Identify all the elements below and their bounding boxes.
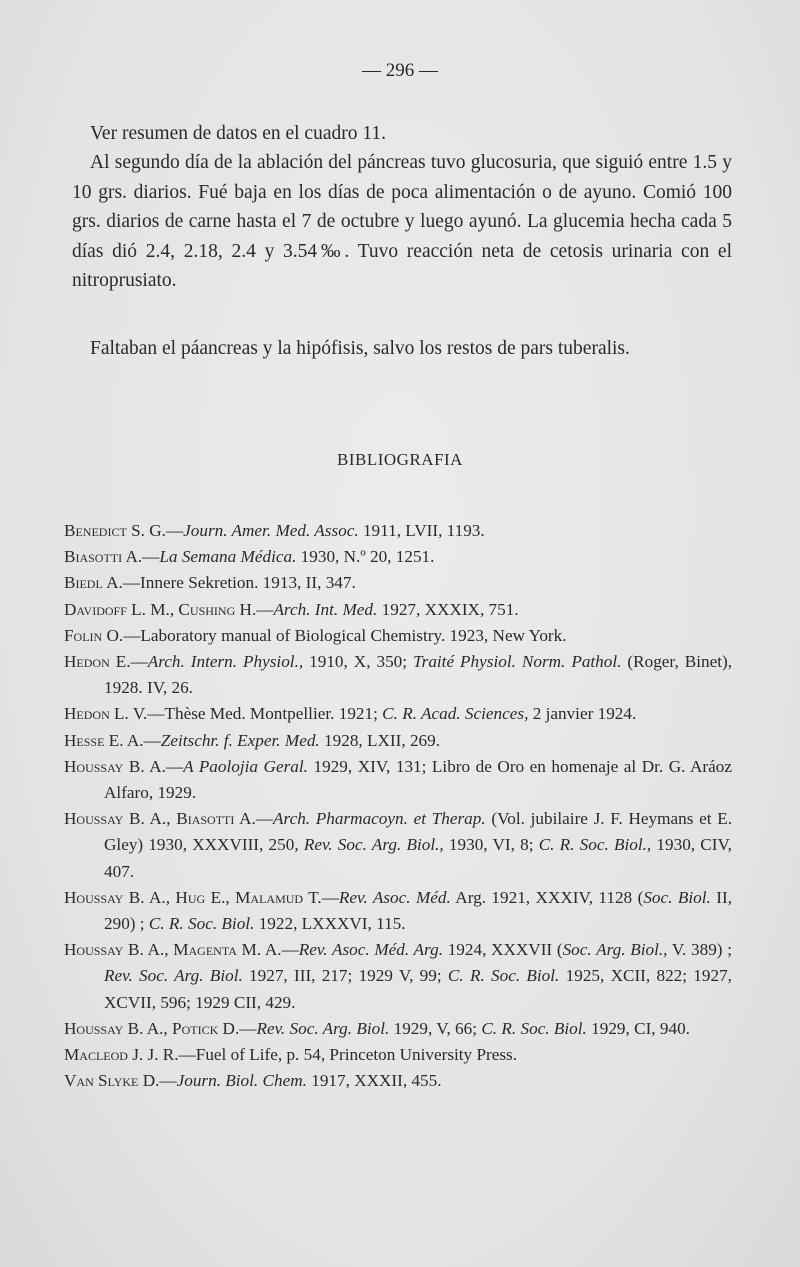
entry-journal: A Paolojia Geral.	[183, 756, 308, 776]
bibliography-heading: BIBLIOGRAFIA	[337, 450, 463, 469]
entry-journal: C. R. Soc. Biol.	[481, 1018, 587, 1038]
entry-text: (Vol. jubilaire J. F. Heymans et E. Gley) 1930, XXXVIII, 250,	[104, 809, 732, 855]
entry-journal: Soc. Biol.	[643, 887, 711, 907]
entry-text: 1930, VI, 8;	[443, 835, 539, 855]
entry-author: Benedict S. G.—	[64, 521, 184, 540]
entry-journal: Rev. Asoc. Méd.	[338, 887, 451, 907]
entry-text: Arg. 1921, XXXIV, 1128 (	[450, 887, 644, 907]
entry-author: Houssay B. A.—	[64, 756, 184, 776]
bibliography-entry	[64, 937, 732, 1016]
bibliography-entry	[64, 806, 732, 885]
entry-text: Innere Sekretion. 1913, II, 347.	[140, 573, 356, 593]
entry-text: 1924, XXXVII (	[443, 940, 563, 960]
entry-text: Thèse Med. Montpellier. 1921;	[164, 704, 383, 724]
bibliography-entry	[64, 649, 732, 701]
entry-journal: Rev. Soc. Arg. Biol.	[256, 1018, 390, 1038]
bibliography-entry	[64, 1016, 732, 1042]
entry-journal: Rev. Soc. Arg. Biol.,	[303, 835, 444, 855]
entry-author: Davidoff L. M., Cushing H.—	[64, 599, 274, 619]
bibliography-entry	[64, 518, 732, 544]
entry-journal: C. R. Soc. Biol.	[148, 914, 255, 934]
bibliography-entry	[64, 544, 732, 570]
entry-text: 1930, CIV, 407.	[104, 835, 732, 881]
entry-journal: Journ. Amer. Med. Assoc.	[183, 521, 359, 540]
entry-text: 2 janvier 1924.	[528, 704, 637, 724]
entry-journal: C. R. Soc. Biol.,	[538, 835, 652, 855]
entry-author: Houssay B. A., Biasotti A.—	[64, 809, 274, 829]
entry-text: 1929, XIV, 131; Libro de Oro en homenaje al Dr. G. Aráoz Alfaro, 1929.	[104, 756, 732, 803]
entry-text: 1911, LVII, 1193.	[358, 521, 485, 540]
entry-text: 1910, X, 350;	[303, 652, 414, 672]
entry-author: Biasotti A.—	[64, 547, 160, 567]
entry-text: 1917, XXXII, 455.	[306, 1071, 442, 1091]
bibliography-entry	[64, 701, 732, 727]
entry-text: Fuel of Life, p. 54, Princeton University Press.	[195, 1045, 518, 1065]
entry-text: Laboratory manual of Biological Chemistry. 1923, New York.	[140, 625, 567, 645]
entry-author: Houssay B. A., Hug E., Malamud T.—	[64, 887, 339, 907]
entry-journal: La Semana Médica.	[159, 547, 297, 567]
bibliography-entry	[64, 885, 732, 937]
entry-journal: Traité Physiol. Norm. Pathol.	[413, 652, 622, 672]
entry-journal: Arch. Int. Med.	[273, 599, 378, 619]
bibliography-entry	[64, 728, 732, 754]
entry-text: (Roger, Binet), 1928. IV, 26.	[104, 652, 732, 698]
entry-journal: Soc. Arg. Biol.,	[562, 940, 668, 960]
entry-journal: Journ. Biol. Chem.	[176, 1071, 307, 1091]
entry-journal: C. R. Soc. Biol.	[447, 966, 560, 986]
entry-journal: C. R. Acad. Sciences,	[382, 704, 529, 724]
entry-text: V. 389) ;	[667, 940, 732, 960]
entry-text: 1925, XCII, 822; 1927, XCVII, 596; 1929 CII, 429.	[104, 966, 732, 1012]
entry-author: Hedon E.—	[64, 652, 148, 672]
paragraph-summary-reference: Ver resumen de datos en el cuadro 11.	[90, 123, 387, 144]
entry-author: Hesse E. A.—	[64, 730, 161, 750]
bibliography-entry	[64, 623, 732, 649]
page-number: — 296 —	[362, 60, 438, 81]
bibliography-entry	[64, 1042, 732, 1068]
entry-author: Van Slyke D.—	[64, 1071, 177, 1091]
entry-text: 1927, XXXIX, 751.	[377, 599, 519, 619]
entry-author: Houssay B. A., Potick D.—	[64, 1018, 257, 1038]
entry-text: II, 290) ;	[104, 887, 732, 934]
entry-text: 1927, III, 217; 1929 V, 99;	[242, 966, 448, 986]
entry-author: Macleod J. J. R.—	[64, 1045, 196, 1065]
bibliography-entry	[64, 597, 732, 623]
entry-author: Hedon L. V.—	[64, 704, 165, 724]
entry-text: 1929, CI, 940.	[586, 1018, 690, 1038]
paragraph-clinical-course: Al segundo día de la ablación del páncreas tuvo glucosuria, que siguió entre 1.5 y 10 grs. diarios. Fué baja en los días de poca alimentación o de ayuno. Comió 100 grs. diarios de carne hasta el 7 de octubre y luego ayunó. La glucemia hecha cada 5 días dió 2.4, 2.18, 2.4 y 3.54‰. Tuvo reacción neta de cetosis urinaria con el nitroprusiato.	[72, 152, 732, 291]
entry-text: 1928, LXII, 269.	[319, 730, 441, 750]
entry-author: Folin O.—	[64, 625, 141, 645]
entry-author: Biedl A.—	[64, 573, 141, 593]
bibliography-entry	[64, 570, 732, 596]
bibliography-entry	[64, 754, 732, 806]
entry-text: 1929, V, 66;	[389, 1018, 482, 1038]
entry-journal: Rev. Soc. Arg. Biol.	[104, 966, 243, 986]
entry-journal: Arch. Pharmacoyn. et Therap.	[273, 809, 486, 829]
entry-text: 1930, N.º 20, 1251.	[296, 547, 435, 567]
entry-journal: Zeitschr. f. Exper. Med.	[160, 730, 320, 750]
entry-journal: Arch. Intern. Physiol.,	[147, 652, 304, 672]
entry-author: Houssay B. A., Magenta M. A.—	[64, 940, 299, 960]
bibliography-entry	[64, 1068, 732, 1094]
entry-journal: Rev. Asoc. Méd. Arg.	[298, 940, 443, 960]
paragraph-autopsy-findings: Faltaban el páancreas y la hipófisis, salvo los restos de pars tuberalis.	[90, 338, 630, 359]
bibliography-list	[64, 518, 732, 1094]
entry-text: 1922, LXXXVI, 115.	[254, 914, 406, 934]
